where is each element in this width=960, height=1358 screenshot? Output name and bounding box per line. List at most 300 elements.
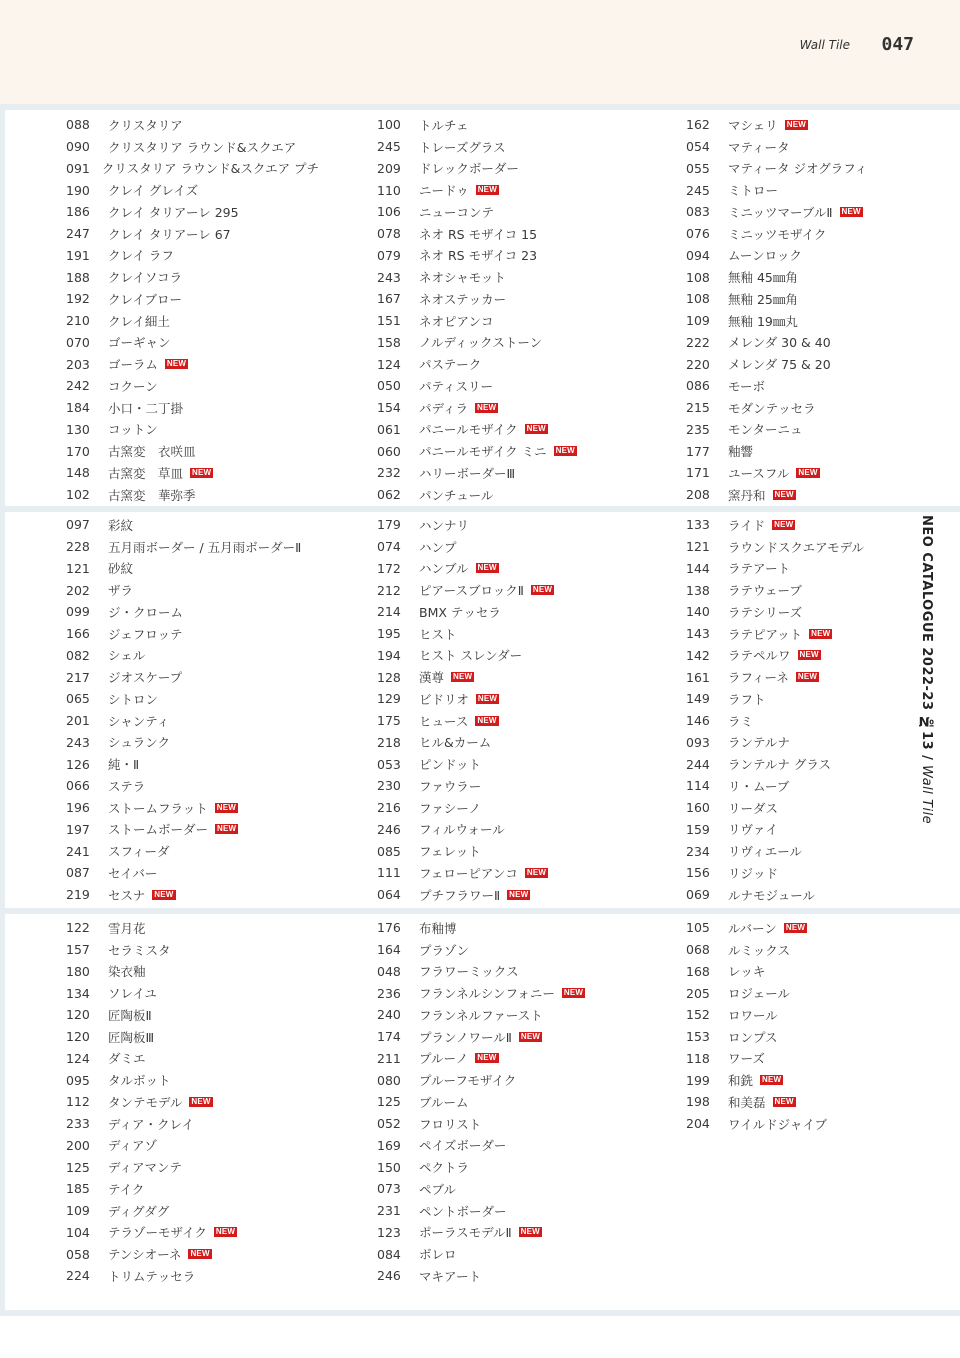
index-entry <box>0 864 311 882</box>
page-ref: 048 <box>377 963 401 979</box>
index-row <box>0 917 900 939</box>
product-name: メレンダ 30 & 40 <box>728 335 831 351</box>
page-ref: 200 <box>66 1137 90 1153</box>
index-entry <box>311 919 620 937</box>
index-entry <box>0 268 311 286</box>
product-name: ブルーム <box>419 1094 469 1110</box>
index-entry <box>311 777 620 795</box>
product-name: ペブル <box>419 1181 457 1197</box>
product-name: ハンナリ <box>419 517 470 533</box>
index-row <box>0 419 900 441</box>
product-name: フランネルシンフォニー <box>419 986 555 1002</box>
index-entry <box>620 246 900 264</box>
page-ref: 108 <box>686 291 710 307</box>
index-entry <box>311 116 620 134</box>
product-name: パステーク <box>419 357 482 373</box>
index-entry <box>311 1180 620 1198</box>
product-name: ピアースブロックⅡ <box>419 583 524 599</box>
new-badge: NEW <box>799 650 819 660</box>
index-entry <box>0 290 311 308</box>
page-ref: 236 <box>377 985 401 1001</box>
page-ref: 128 <box>377 669 401 685</box>
index-entry <box>0 1028 311 1046</box>
product-name: リヴァイ <box>728 822 778 838</box>
index-entry <box>620 355 900 373</box>
index-entry <box>620 864 900 882</box>
product-name: モーボ <box>728 378 766 394</box>
page-ref: 053 <box>377 756 401 772</box>
index-entry <box>311 312 620 330</box>
index-entry <box>0 538 311 556</box>
product-name: プチフラワーⅡ <box>419 887 501 903</box>
product-name: 無釉 19㎜丸 <box>728 313 798 329</box>
index-entry <box>620 886 900 904</box>
new-badge: NEW <box>526 424 546 434</box>
product-name: 和銑 <box>728 1073 754 1089</box>
new-badge: NEW <box>520 1227 540 1237</box>
page-ref: 201 <box>66 713 90 729</box>
index-entry <box>0 464 311 482</box>
product-name: 漢尊 <box>419 670 445 686</box>
product-name: ラフィーネ <box>728 670 789 686</box>
product-name: マティータ ジオグラフィ <box>728 161 868 177</box>
index-row <box>0 484 900 506</box>
product-name: トレーズグラス <box>419 139 506 155</box>
page-ref: 065 <box>66 691 90 707</box>
page-ref: 109 <box>686 313 710 329</box>
index-row <box>0 114 900 136</box>
index-entry <box>311 962 620 980</box>
product-name: ハンプ <box>419 539 457 555</box>
index-entry <box>620 581 900 599</box>
page-ref: 180 <box>66 963 90 979</box>
product-name: ニューコンテ <box>419 204 495 220</box>
page-ref: 241 <box>66 843 90 859</box>
index-entry <box>311 1202 620 1220</box>
product-name: クレイ ラフ <box>108 248 174 264</box>
index-entry <box>311 712 620 730</box>
index-entry <box>0 486 311 504</box>
index-entry <box>311 399 620 417</box>
index-row <box>0 223 900 245</box>
page-ref: 162 <box>686 117 710 133</box>
index-entry <box>0 690 311 708</box>
index-entry <box>620 516 900 534</box>
index-entry <box>311 646 620 664</box>
page-ref: 120 <box>66 1007 90 1023</box>
page-ref: 205 <box>686 985 710 1001</box>
index-entry <box>620 181 900 199</box>
index-section-3 <box>0 917 900 1287</box>
product-name: フェローピアンコ <box>419 865 518 881</box>
page-ref: 144 <box>686 560 710 576</box>
index-entry <box>311 799 620 817</box>
index-entry <box>311 464 620 482</box>
page-ref: 156 <box>686 865 710 881</box>
product-name: ラテペルワ <box>728 648 791 664</box>
index-entry <box>311 581 620 599</box>
product-name: テンシオーネ <box>108 1247 182 1263</box>
page-ref: 157 <box>66 942 90 958</box>
product-name: リヴィエール <box>728 844 803 860</box>
new-badge: NEW <box>774 489 794 499</box>
index-row <box>0 862 900 884</box>
new-badge: NEW <box>532 585 553 595</box>
index-entry <box>0 138 311 156</box>
product-name: ムーンロック <box>728 248 802 264</box>
page-ref: 124 <box>377 356 401 372</box>
page-ref: 219 <box>66 887 90 903</box>
page-ref: 211 <box>377 1050 401 1066</box>
product-name: テイク <box>108 1181 145 1197</box>
index-entry <box>311 355 620 373</box>
index-entry <box>0 581 311 599</box>
page-number: 047 <box>881 34 914 55</box>
index-entry <box>311 420 620 438</box>
product-name: ハリーボーダーⅢ <box>419 465 516 481</box>
product-name: モンターニュ <box>728 422 803 438</box>
page-ref: 228 <box>66 539 90 555</box>
page-ref: 235 <box>686 421 710 437</box>
index-entry <box>311 625 620 643</box>
index-row <box>0 158 900 180</box>
index-entry <box>0 399 311 417</box>
page-ref: 184 <box>66 400 90 416</box>
index-entry <box>620 919 900 937</box>
new-badge: NEW <box>154 889 174 899</box>
product-name: ミニッツモザイク <box>728 226 827 242</box>
index-row <box>0 884 900 906</box>
page-ref: 066 <box>66 778 90 794</box>
product-name: ネオ RS モザイコ 15 <box>419 226 538 242</box>
page-ref: 080 <box>377 1072 401 1088</box>
index-entry <box>311 1136 620 1154</box>
page-ref: 078 <box>377 226 401 242</box>
product-name: シェル <box>108 648 146 664</box>
page-ref: 242 <box>66 378 90 394</box>
page-ref: 079 <box>377 247 401 263</box>
page-ref: 172 <box>377 560 401 576</box>
product-name: トルチェ <box>419 117 469 133</box>
product-name: クレイ細土 <box>108 313 170 329</box>
index-entry <box>0 1180 311 1198</box>
index-entry <box>620 559 900 577</box>
product-name: レッキ <box>728 964 766 980</box>
page-ref: 209 <box>377 160 401 176</box>
new-badge: NEW <box>216 802 237 812</box>
product-name: コクーン <box>108 378 158 394</box>
product-name: ハンブル <box>419 561 469 577</box>
index-entry <box>0 820 311 838</box>
product-name: ルバーン <box>728 920 777 936</box>
product-name: セイバー <box>108 865 158 881</box>
index-entry <box>311 203 620 221</box>
product-name: ディアマンテ <box>108 1160 183 1176</box>
index-entry <box>311 486 620 504</box>
index-row <box>0 332 900 354</box>
index-entry <box>0 225 311 243</box>
product-name: メレンダ 75 & 20 <box>728 357 831 373</box>
index-entry <box>311 842 620 860</box>
page-ref: 154 <box>377 400 401 416</box>
index-row <box>0 775 900 797</box>
index-entry <box>620 538 900 556</box>
index-row <box>0 666 900 688</box>
product-name: ランテルナ グラス <box>728 757 831 773</box>
product-name: 古窯変 衣咲皿 <box>108 444 196 460</box>
index-row <box>0 982 900 1004</box>
page-ref: 094 <box>686 247 710 263</box>
index-row <box>0 514 900 536</box>
index-entry <box>0 420 311 438</box>
product-name: ネオステッカー <box>419 291 507 307</box>
page-ref: 202 <box>66 582 90 598</box>
index-entry <box>0 842 311 860</box>
page-ref: 104 <box>66 1224 90 1240</box>
product-name: プルーノ <box>419 1051 469 1067</box>
index-row <box>0 201 900 223</box>
product-name: ソレイユ <box>108 986 157 1002</box>
product-name: クレイ グレイズ <box>108 183 199 199</box>
product-name: ロンプス <box>728 1029 778 1045</box>
index-entry <box>0 668 311 686</box>
page-ref: 169 <box>377 1137 401 1153</box>
index-entry <box>620 842 900 860</box>
index-entry <box>311 1006 620 1024</box>
product-name: フェレット <box>419 844 481 860</box>
new-badge: NEW <box>166 359 187 369</box>
page-ref: 149 <box>686 691 710 707</box>
product-name: ワイルドジャイブ <box>728 1116 828 1132</box>
page-ref: 143 <box>686 626 710 642</box>
product-name: タンテモデル <box>108 1094 183 1110</box>
page-ref: 197 <box>66 821 90 837</box>
index-row <box>0 179 900 201</box>
section-divider <box>0 908 960 914</box>
index-entry <box>620 712 900 730</box>
product-name: モダンテッセラ <box>728 400 816 416</box>
new-badge: NEW <box>217 824 237 834</box>
page-ref: 085 <box>377 843 401 859</box>
index-entry <box>620 225 900 243</box>
index-row <box>0 601 900 623</box>
product-name: スフィーダ <box>108 844 170 860</box>
page-ref: 231 <box>377 1203 401 1219</box>
index-row <box>0 753 900 775</box>
new-badge: NEW <box>477 185 497 195</box>
index-row <box>0 1091 900 1113</box>
product-name: ステラ <box>108 778 146 794</box>
side-label-sub: Wall Tile <box>919 760 934 825</box>
product-name: ディグダグ <box>108 1203 170 1219</box>
index-row <box>0 1069 900 1091</box>
product-name: 五月雨ボーダー / 五月雨ボーダーⅡ <box>108 539 302 555</box>
page-ref: 082 <box>66 647 90 663</box>
new-badge: NEW <box>192 467 212 477</box>
product-name: ディア・クレイ <box>108 1116 194 1132</box>
page-ref: 138 <box>686 582 710 598</box>
section-divider <box>0 506 960 512</box>
index-entry <box>0 181 311 199</box>
page-ref: 214 <box>377 604 401 620</box>
page-ref: 198 <box>686 1094 710 1110</box>
index-entry <box>311 138 620 156</box>
page-ref: 196 <box>66 800 90 816</box>
index-entry <box>0 559 311 577</box>
new-badge: NEW <box>563 988 584 998</box>
product-name: フラワーミックス <box>419 964 519 980</box>
index-row <box>0 961 900 983</box>
product-name: ヒュース <box>419 713 469 729</box>
index-row <box>0 1222 900 1244</box>
page-ref: 204 <box>686 1116 710 1132</box>
index-entry <box>311 225 620 243</box>
index-entry <box>620 1049 900 1067</box>
page-ref: 234 <box>686 843 710 859</box>
product-name: リ・ムーブ <box>728 778 790 794</box>
index-row <box>0 579 900 601</box>
page-ref: 129 <box>377 691 401 707</box>
index-row <box>0 440 900 462</box>
product-name: ペイズボーダー <box>419 1138 507 1154</box>
page-ref: 185 <box>66 1181 90 1197</box>
product-name: セスナ <box>108 887 146 903</box>
page-ref: 222 <box>686 334 710 350</box>
page-ref: 190 <box>66 182 90 198</box>
new-badge: NEW <box>215 1227 236 1237</box>
page-ref: 179 <box>377 517 401 533</box>
page-ref: 168 <box>686 963 710 979</box>
page-ref: 164 <box>377 942 401 958</box>
index-row <box>0 1156 900 1178</box>
page-ref: 093 <box>686 734 710 750</box>
index-entry <box>620 486 900 504</box>
index-entry <box>0 246 311 264</box>
index-entry <box>0 116 311 134</box>
new-badge: NEW <box>477 563 497 573</box>
product-name: ジェフロッテ <box>108 626 183 642</box>
product-name: ダミエ <box>108 1051 146 1067</box>
new-badge: NEW <box>841 206 861 216</box>
page-ref: 152 <box>686 1007 710 1023</box>
index-section-1 <box>0 114 900 506</box>
index-entry <box>620 333 900 351</box>
page-ref: 074 <box>377 539 401 555</box>
product-name: ポーラスモデルⅡ <box>419 1225 512 1241</box>
index-row <box>0 1265 900 1287</box>
page-ref: 125 <box>377 1094 401 1110</box>
page-ref: 069 <box>686 887 710 903</box>
page-ref: 216 <box>377 800 401 816</box>
index-entry <box>620 733 900 751</box>
product-name: パディラ <box>419 400 469 416</box>
index-entry <box>311 668 620 686</box>
page-ref: 186 <box>66 204 90 220</box>
index-entry <box>620 1071 900 1089</box>
index-entry <box>0 203 311 221</box>
product-name: シュランク <box>108 735 171 751</box>
page-ref: 177 <box>686 443 710 459</box>
index-entry <box>0 941 311 959</box>
product-name: クリスタリア ラウンド&スクエア プチ <box>101 161 320 177</box>
page-ref: 087 <box>66 865 90 881</box>
index-entry <box>0 1093 311 1111</box>
page-ref: 243 <box>66 734 90 750</box>
product-name: フランネルファースト <box>419 1007 543 1023</box>
page-ref: 244 <box>686 756 710 772</box>
product-name: 匠陶板Ⅲ <box>108 1029 155 1045</box>
product-name: クレイソコラ <box>108 270 183 286</box>
index-entry <box>620 984 900 1002</box>
index-entry <box>311 984 620 1002</box>
product-name: 小口・二丁掛 <box>108 400 184 416</box>
index-entry <box>311 690 620 708</box>
page-ref: 247 <box>66 226 90 242</box>
page-ref: 199 <box>686 1072 710 1088</box>
index-entry <box>311 1245 620 1263</box>
index-entry <box>0 333 311 351</box>
page-ref: 070 <box>66 334 90 350</box>
index-entry <box>311 1049 620 1067</box>
new-badge: NEW <box>798 467 818 477</box>
page-ref: 167 <box>377 291 401 307</box>
page-ref: 050 <box>377 378 401 394</box>
product-name: BMX テッセラ <box>419 604 501 620</box>
page-ref: 120 <box>66 1029 90 1045</box>
product-name: テラゾーモザイク <box>108 1225 207 1241</box>
product-name: マキアート <box>419 1268 482 1284</box>
index-row <box>0 645 900 667</box>
page-ref: 099 <box>66 604 90 620</box>
index-entry <box>620 116 900 134</box>
product-name: 匠陶板Ⅱ <box>108 1007 152 1023</box>
index-row <box>0 397 900 419</box>
index-entry <box>620 399 900 417</box>
product-name: ラテアート <box>728 561 791 577</box>
product-name: タルボット <box>108 1073 171 1089</box>
index-entry <box>311 864 620 882</box>
page-ref: 195 <box>377 626 401 642</box>
index-entry <box>620 442 900 460</box>
index-entry <box>0 312 311 330</box>
product-name: 雪月花 <box>108 920 146 936</box>
section-divider <box>0 104 960 110</box>
page-ref: 125 <box>66 1159 90 1175</box>
page-ref: 105 <box>686 920 710 936</box>
index-row <box>0 1135 900 1157</box>
new-badge: NEW <box>520 1031 541 1041</box>
page-ref: 246 <box>377 1268 401 1284</box>
page-ref: 100 <box>377 117 401 133</box>
index-row <box>0 688 900 710</box>
product-name: プルーフモザイク <box>419 1073 517 1089</box>
page-header <box>0 0 960 104</box>
product-name: ペクトラ <box>419 1160 470 1176</box>
product-name: ジオスケープ <box>108 670 183 686</box>
page-ref: 052 <box>377 1116 401 1132</box>
product-name: プラゾン <box>419 942 470 958</box>
index-row <box>0 536 900 558</box>
product-name: ランテルナ <box>728 735 790 751</box>
index-entry <box>0 1006 311 1024</box>
product-name: 彩紋 <box>108 517 134 533</box>
product-name: ワーズ <box>728 1051 765 1067</box>
page-ref: 246 <box>377 821 401 837</box>
section-divider <box>0 1310 960 1316</box>
product-name: 古窯変 華弥季 <box>108 487 196 503</box>
product-name: ストームフラット <box>108 800 208 816</box>
product-name: リーダス <box>728 800 779 816</box>
